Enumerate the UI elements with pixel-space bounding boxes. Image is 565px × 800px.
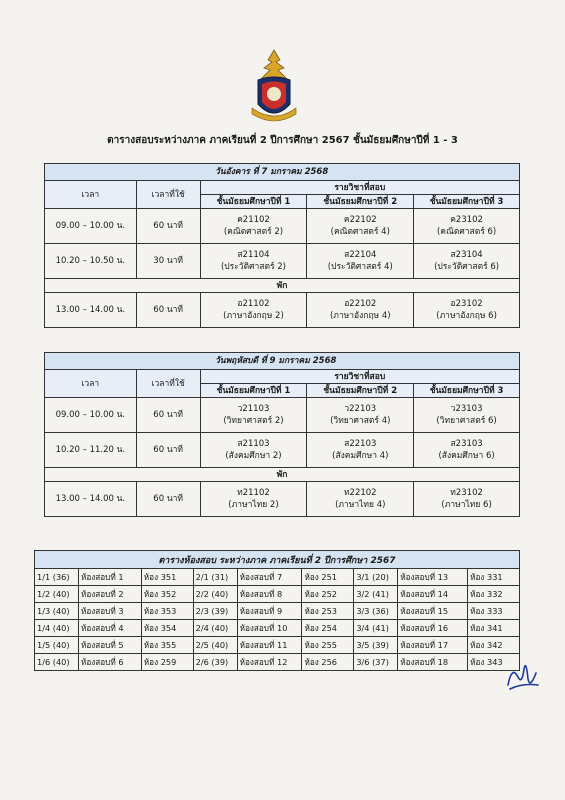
- room-number: ห้อง 352: [141, 586, 193, 603]
- exam-duration: 60 นาที: [136, 398, 200, 433]
- subject-name: (วิทยาศาสตร์ 4): [330, 416, 391, 426]
- subject-name: (ภาษาอังกฤษ 2): [223, 311, 284, 321]
- class-section: 3/6 (37): [354, 654, 398, 671]
- exam-time: 10.20 – 11.20 น.: [45, 433, 137, 468]
- room-number: ห้อง 355: [141, 637, 193, 654]
- room-number: ห้อง 256: [302, 654, 354, 671]
- class-section: 1/3 (40): [35, 603, 79, 620]
- subject-code: ว22103: [344, 404, 377, 414]
- class-section: 1/5 (40): [35, 637, 79, 654]
- class-section: 2/3 (39): [193, 603, 237, 620]
- exam-duration: 60 นาที: [136, 209, 200, 244]
- room-number: ห้อง 342: [468, 637, 520, 654]
- signature-icon: [502, 655, 542, 695]
- subject-name: (สังคมศึกษา 4): [332, 451, 389, 461]
- subject-cell: [200, 433, 307, 468]
- subject-code: ส22104: [344, 250, 377, 260]
- subject-code: อ23102: [450, 299, 483, 309]
- subject-name: (ภาษาไทย 6): [441, 500, 492, 510]
- subject-code: ว21103: [237, 404, 270, 414]
- exam-time: 09.00 – 10.00 น.: [45, 398, 137, 433]
- class-section: 3/2 (41): [354, 586, 398, 603]
- table-row: [35, 654, 520, 671]
- grade-2-header: ชั้นมัธยมศึกษาปีที่ 2: [307, 384, 414, 398]
- exam-room-number: ห้องสอบที่ 16: [398, 620, 468, 637]
- exam-room-number: ห้องสอบที่ 1: [78, 569, 141, 586]
- rooms-title: ตารางห้องสอบ ระหว่างภาค ภาคเรียนที่ 2 ปีการศึกษา 2567: [35, 551, 520, 569]
- subject-name: (คณิตศาสตร์ 6): [436, 227, 497, 237]
- room-number: ห้อง 259: [141, 654, 193, 671]
- subject-name: (สังคมศึกษา 6): [438, 451, 495, 461]
- exam-room-number: ห้องสอบที่ 3: [78, 603, 141, 620]
- room-number: ห้อง 255: [302, 637, 354, 654]
- subject-name: (ประวัติศาสตร์ 4): [327, 262, 393, 272]
- subject-name: (วิทยาศาสตร์ 2): [223, 416, 284, 426]
- subject-cell: [200, 293, 307, 328]
- duration-header: เวลาที่ใช้: [136, 181, 200, 209]
- subjects-header: รายวิชาที่สอบ: [200, 370, 519, 384]
- subject-cell: [414, 482, 520, 517]
- break-row: พัก: [45, 279, 520, 293]
- table-row: [45, 433, 520, 468]
- class-section: 2/5 (40): [193, 637, 237, 654]
- exam-table-day-1: [44, 163, 520, 328]
- grade-1-header: ชั้นมัธยมศึกษาปีที่ 1: [200, 384, 307, 398]
- time-header: เวลา: [45, 370, 137, 398]
- class-section: 3/5 (39): [354, 637, 398, 654]
- subject-cell: [307, 244, 414, 279]
- subject-name: (สังคมศึกษา 2): [225, 451, 282, 461]
- subject-cell: [307, 398, 414, 433]
- table-row: [35, 586, 520, 603]
- exam-room-number: ห้องสอบที่ 14: [398, 586, 468, 603]
- exam-room-number: ห้องสอบที่ 10: [237, 620, 302, 637]
- subject-code: ค21102: [237, 215, 270, 225]
- class-section: 3/1 (20): [354, 569, 398, 586]
- subject-code: ท21102: [237, 488, 270, 498]
- exam-room-number: ห้องสอบที่ 12: [237, 654, 302, 671]
- subject-cell: [414, 398, 520, 433]
- table-row: [45, 209, 520, 244]
- exam-duration: 60 นาที: [136, 433, 200, 468]
- exam-duration: 60 นาที: [136, 293, 200, 328]
- subject-code: ส23104: [450, 250, 483, 260]
- subject-code: ส22103: [344, 439, 377, 449]
- table-row: [45, 482, 520, 517]
- grade-3-header: ชั้นมัธยมศึกษาปีที่ 3: [414, 195, 520, 209]
- exam-time: 13.00 – 14.00 น.: [45, 482, 137, 517]
- subject-name: (ภาษาอังกฤษ 4): [329, 311, 391, 321]
- exam-time: 09.00 – 10.00 น.: [45, 209, 137, 244]
- exam-room-number: ห้องสอบที่ 17: [398, 637, 468, 654]
- grade-1-header: ชั้นมัธยมศึกษาปีที่ 1: [200, 195, 307, 209]
- subject-code: ว23103: [450, 404, 483, 414]
- exam-rooms-table: [34, 550, 520, 671]
- exam-date: วันพฤหัสบดี ที่ 9 มกราคม 2568: [45, 353, 520, 370]
- class-section: 2/1 (31): [193, 569, 237, 586]
- room-number: ห้อง 252: [302, 586, 354, 603]
- subject-code: อ21102: [237, 299, 270, 309]
- subject-name: (ประวัติศาสตร์ 2): [220, 262, 286, 272]
- subject-name: (คณิตศาสตร์ 2): [223, 227, 284, 237]
- exam-time: 10.20 – 10.50 น.: [45, 244, 137, 279]
- room-number: ห้อง 253: [302, 603, 354, 620]
- exam-room-number: ห้องสอบที่ 4: [78, 620, 141, 637]
- time-header: เวลา: [45, 181, 137, 209]
- grade-3-header: ชั้นมัธยมศึกษาปีที่ 3: [414, 384, 520, 398]
- subject-code: อ22102: [344, 299, 377, 309]
- subject-cell: [200, 482, 307, 517]
- table-row: [35, 620, 520, 637]
- subject-cell: [307, 209, 414, 244]
- room-number: ห้อง 333: [468, 603, 520, 620]
- room-number: ห้อง 251: [302, 569, 354, 586]
- class-section: 1/6 (40): [35, 654, 79, 671]
- exam-room-number: ห้องสอบที่ 13: [398, 569, 468, 586]
- room-number: ห้อง 353: [141, 603, 193, 620]
- class-section: 1/1 (36): [35, 569, 79, 586]
- subject-name: (ภาษาอังกฤษ 6): [436, 311, 497, 321]
- class-section: 2/6 (39): [193, 654, 237, 671]
- exam-room-number: ห้องสอบที่ 18: [398, 654, 468, 671]
- break-row: พัก: [45, 468, 520, 482]
- subject-code: ค22102: [343, 215, 377, 225]
- subject-cell: [307, 433, 414, 468]
- subject-cell: [200, 244, 307, 279]
- exam-room-number: ห้องสอบที่ 8: [237, 586, 302, 603]
- table-row: [45, 398, 520, 433]
- subject-name: (ภาษาไทย 2): [228, 500, 279, 510]
- subjects-header: รายวิชาที่สอบ: [200, 181, 519, 195]
- room-number: ห้อง 351: [141, 569, 193, 586]
- page-title: ตารางสอบระหว่างภาค ภาคเรียนที่ 2 ปีการศึกษา 2567 ชั้นมัธยมศึกษาปีที่ 1 - 3: [107, 135, 458, 146]
- room-number: ห้อง 254: [302, 620, 354, 637]
- table-row: [35, 569, 520, 586]
- class-section: 3/4 (41): [354, 620, 398, 637]
- duration-header: เวลาที่ใช้: [136, 370, 200, 398]
- room-number: ห้อง 354: [141, 620, 193, 637]
- subject-name: (คณิตศาสตร์ 4): [330, 227, 390, 237]
- exam-date: วันอังคาร ที่ 7 มกราคม 2568: [45, 164, 520, 181]
- school-crest-icon: [248, 48, 300, 128]
- subject-cell: [414, 293, 520, 328]
- subject-name: (ภาษาไทย 4): [335, 500, 386, 510]
- subject-cell: [414, 209, 520, 244]
- room-number: ห้อง 332: [468, 586, 520, 603]
- subject-cell: [200, 398, 307, 433]
- subject-cell: [307, 293, 414, 328]
- exam-time: 13.00 – 14.00 น.: [45, 293, 137, 328]
- class-section: 2/4 (40): [193, 620, 237, 637]
- subject-cell: [200, 209, 307, 244]
- subject-code: ท23102: [450, 488, 483, 498]
- subject-code: ส21103: [237, 439, 270, 449]
- exam-duration: 60 นาที: [136, 482, 200, 517]
- class-section: 1/4 (40): [35, 620, 79, 637]
- table-row: [35, 603, 520, 620]
- class-section: 2/2 (40): [193, 586, 237, 603]
- exam-room-number: ห้องสอบที่ 6: [78, 654, 141, 671]
- table-row: [45, 293, 520, 328]
- room-number: ห้อง 341: [468, 620, 520, 637]
- subject-code: ส21104: [237, 250, 270, 260]
- subject-cell: [414, 433, 520, 468]
- exam-room-number: ห้องสอบที่ 15: [398, 603, 468, 620]
- room-number: ห้อง 331: [468, 569, 520, 586]
- table-row: [45, 244, 520, 279]
- exam-duration: 30 นาที: [136, 244, 200, 279]
- table-row: [35, 637, 520, 654]
- class-section: 1/2 (40): [35, 586, 79, 603]
- subject-code: ท22102: [343, 488, 377, 498]
- subject-name: (ประวัติศาสตร์ 6): [434, 262, 500, 272]
- subject-name: (วิทยาศาสตร์ 6): [436, 416, 497, 426]
- exam-room-number: ห้องสอบที่ 9: [237, 603, 302, 620]
- class-section: 3/3 (36): [354, 603, 398, 620]
- grade-2-header: ชั้นมัธยมศึกษาปีที่ 2: [307, 195, 414, 209]
- exam-room-number: ห้องสอบที่ 5: [78, 637, 141, 654]
- subject-code: ส23103: [450, 439, 483, 449]
- exam-room-number: ห้องสอบที่ 7: [237, 569, 302, 586]
- exam-room-number: ห้องสอบที่ 11: [237, 637, 302, 654]
- exam-table-day-2: [44, 352, 520, 517]
- exam-room-number: ห้องสอบที่ 2: [78, 586, 141, 603]
- subject-code: ค23102: [450, 215, 483, 225]
- subject-cell: [414, 244, 520, 279]
- subject-cell: [307, 482, 414, 517]
- room-number: ห้อง 343: [468, 654, 520, 671]
